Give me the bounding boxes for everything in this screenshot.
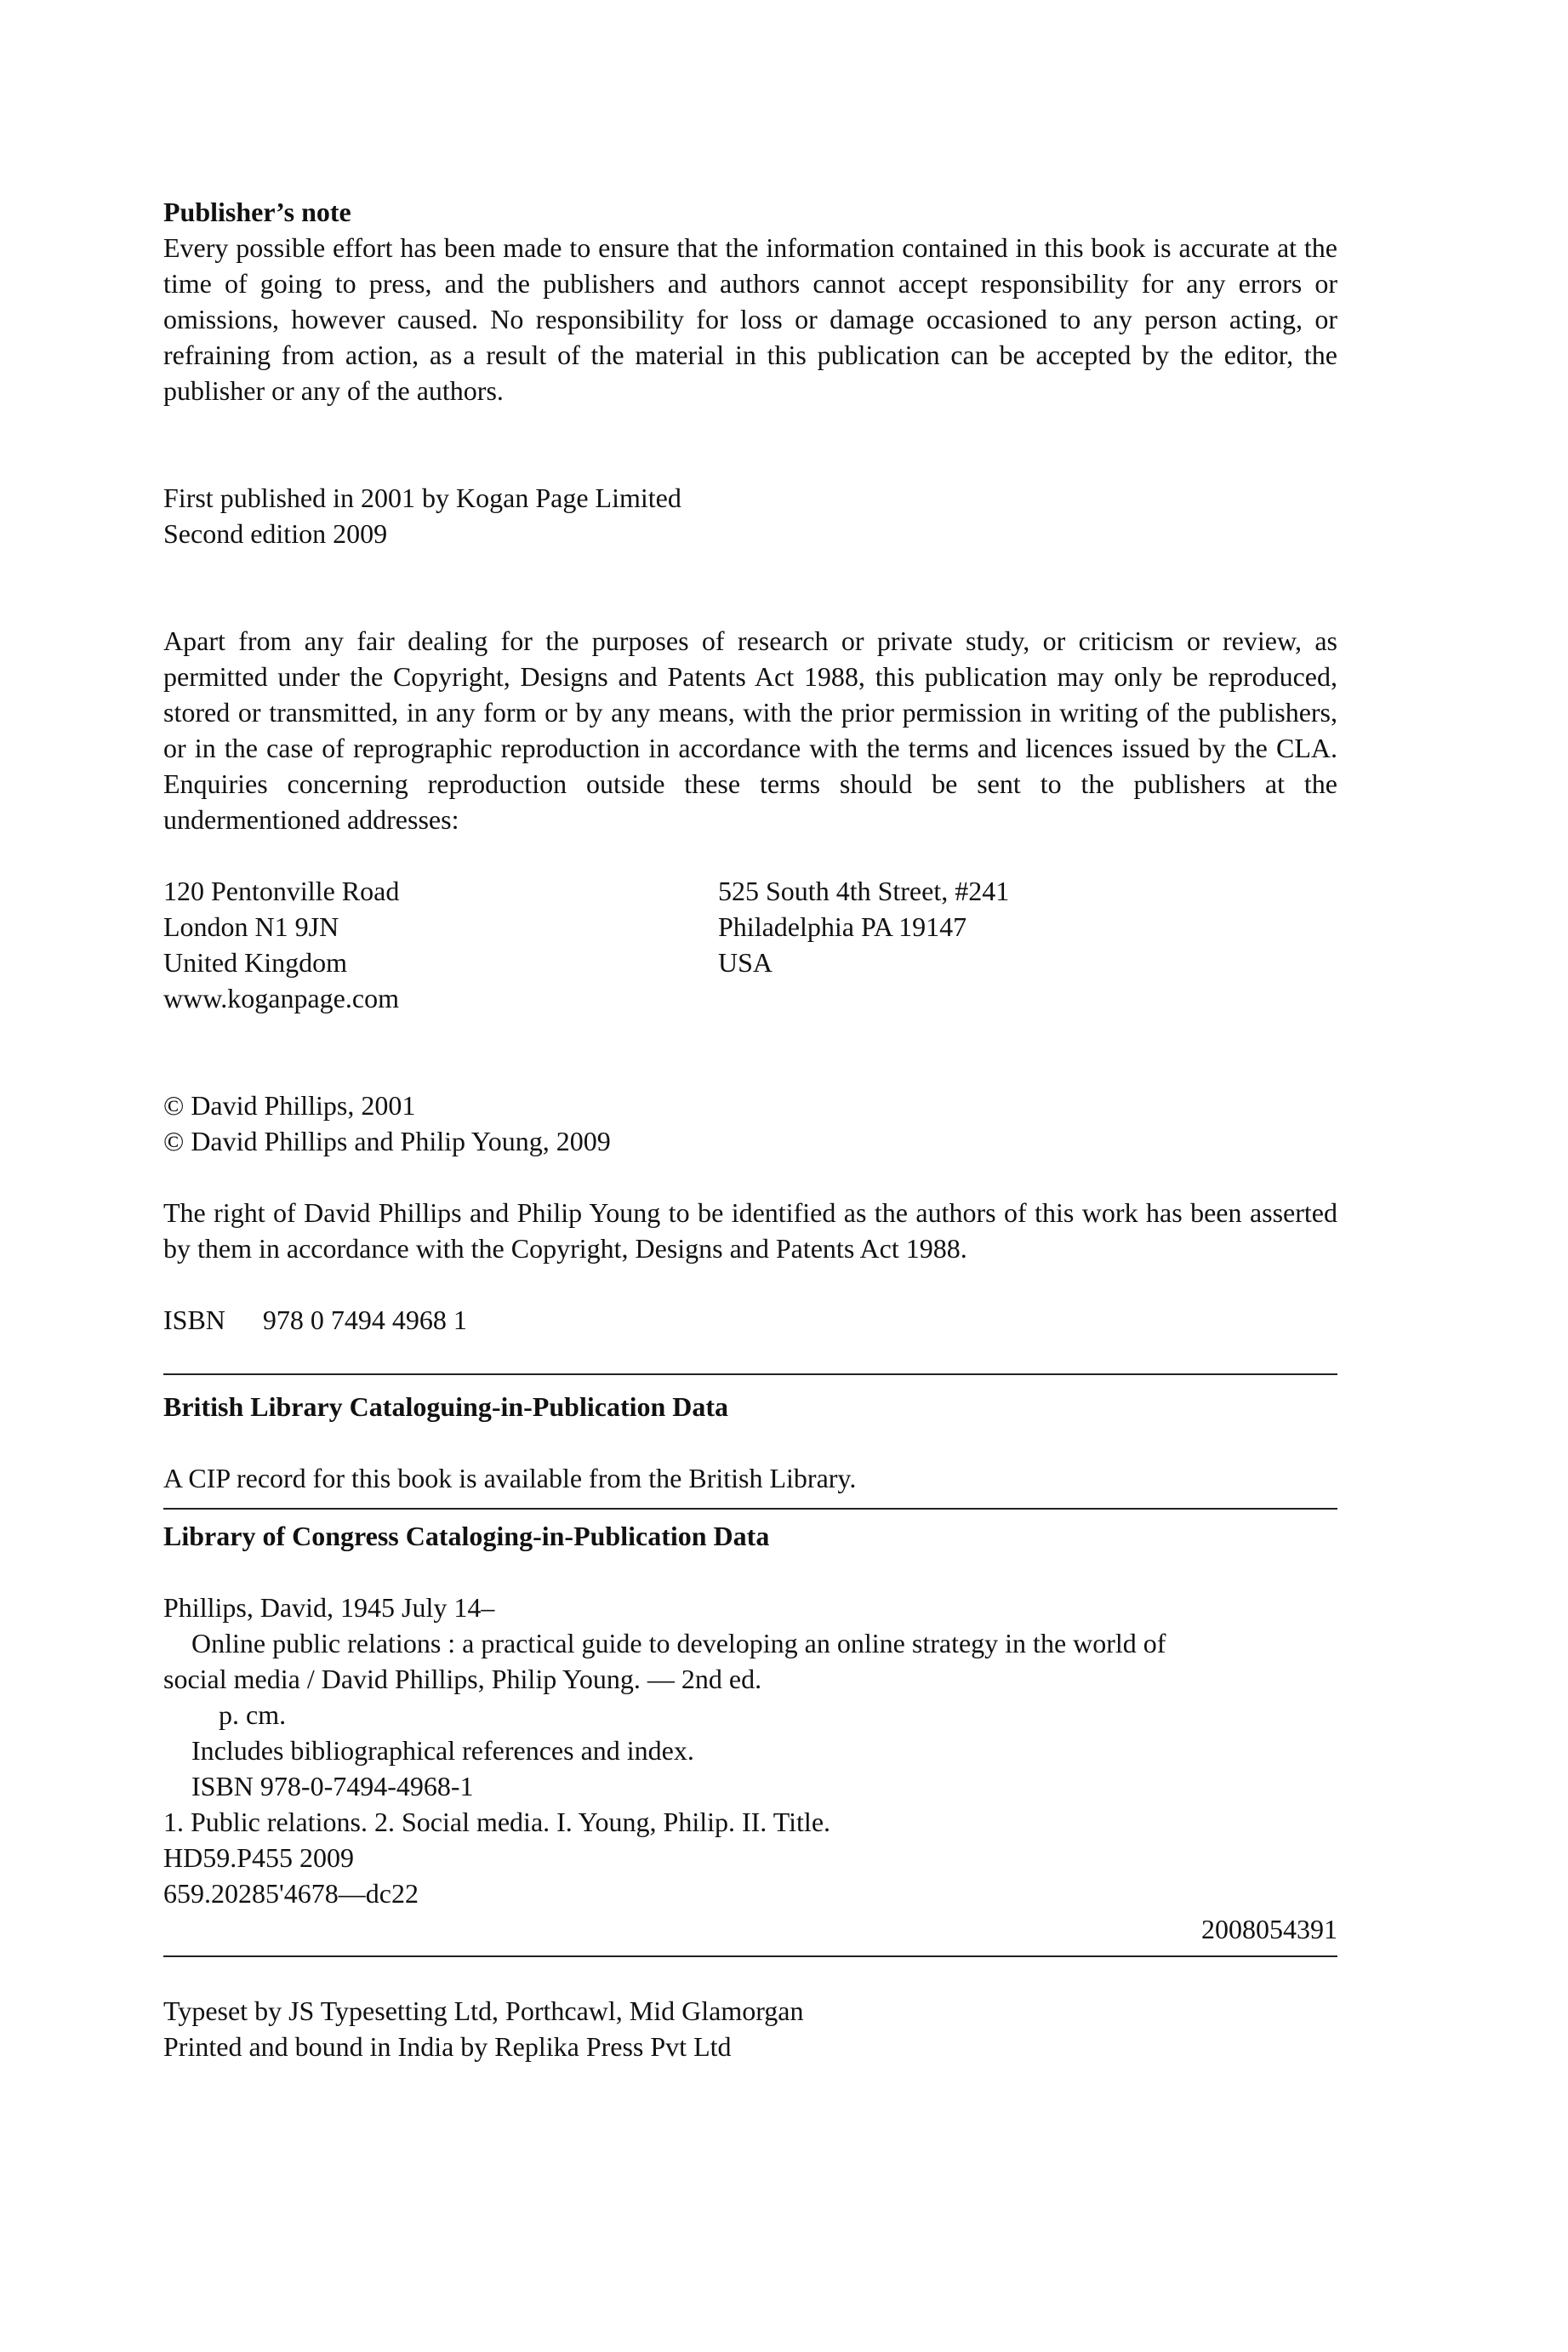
publisher-addresses bbox=[163, 873, 1337, 1016]
loc-control-number: 2008054391 bbox=[1201, 1914, 1337, 1944]
website-link[interactable]: www.koganpage.com bbox=[163, 983, 399, 1013]
publishers-note-text: Every possible effort has been made to ensure that the information contained in this book is accurate at the time of going to press, and the publishers and authors cannot accept responsibility for any errors or omissions, however caused. No responsibility for loss or damage occasioned to any person acting, or refraining from action, as a result of the material in this publication can be accepted by the editor, the publisher or any of the authors. bbox=[163, 232, 1337, 406]
loc-title-cont: social media / David Phillips, Philip Young. — 2nd ed. bbox=[163, 1664, 762, 1694]
loc-subjects: 1. Public relations. 2. Social media. I. Young, Philip. II. Title. bbox=[163, 1807, 831, 1837]
loc-heading: Library of Congress Cataloging-in-Publication Data bbox=[163, 1521, 770, 1551]
british-library-text: A CIP record for this book is available from the British Library. bbox=[163, 1463, 857, 1493]
isbn-label: ISBN bbox=[163, 1304, 225, 1335]
isbn-line bbox=[163, 1302, 1337, 1338]
british-library-heading: British Library Cataloguing-in-Publication Data bbox=[163, 1391, 729, 1422]
isbn-value: 978 0 7494 4968 1 bbox=[262, 1304, 467, 1335]
moral-rights: The right of David Phillips and Philip Young to be identified as the authors of this work has been asserted by them in accordance with the Copyright, Designs and Patents Act 1988. bbox=[163, 1197, 1337, 1264]
copyright-notice: Apart from any fair dealing for the purposes of research or private study, or criticism or review, as permitted under the Copyright, Designs and Patents Act 1988, this publication may only be reproduced, stored or transmitted, in any form or by any means, with the prior permission in writing of the publishers, or in the case of reprographic reproduction in accordance with the terms and licences issued by the CLA. Enquiries concerning reproduction outside these terms should be sent to the publishers at the undermentioned addresses: bbox=[163, 625, 1337, 835]
first-published: First published in 2001 by Kogan Page Limited bbox=[163, 482, 681, 513]
printer-credit: Printed and bound in India by Replika Press Pvt Ltd bbox=[163, 2031, 732, 2062]
loc-title: Online public relations : a practical guide to developing an online strategy in the world of bbox=[191, 1628, 1166, 1658]
address-line: 120 Pentonville Road bbox=[163, 876, 400, 906]
second-edition: Second edition 2009 bbox=[163, 518, 388, 549]
loc-class: HD59.P455 2009 bbox=[163, 1842, 355, 1873]
loc-isbn: ISBN 978-0-7494-4968-1 bbox=[191, 1771, 474, 1801]
typeset-credit: Typeset by JS Typesetting Ltd, Porthcawl, Mid Glamorgan bbox=[163, 1995, 804, 2026]
us-address bbox=[718, 873, 1273, 1016]
copyright-page bbox=[163, 194, 1337, 2064]
address-line: London N1 9JN bbox=[163, 911, 339, 942]
loc-includes: Includes bibliographical references and index. bbox=[191, 1735, 694, 1766]
publishers-note-heading: Publisher’s note bbox=[163, 197, 351, 227]
address-line: Philadelphia PA 19147 bbox=[718, 911, 967, 942]
address-line: 525 South 4th Street, #241 bbox=[718, 876, 1010, 906]
address-line: United Kingdom bbox=[163, 947, 347, 978]
address-line: USA bbox=[718, 947, 773, 978]
loc-pages: p. cm. bbox=[219, 1699, 287, 1730]
uk-address bbox=[163, 873, 718, 1016]
loc-class: 659.20285'4678—dc22 bbox=[163, 1878, 419, 1909]
loc-author: Phillips, David, 1945 July 14– bbox=[163, 1592, 495, 1623]
copyright-line: © David Phillips and Philip Young, 2009 bbox=[163, 1126, 611, 1156]
copyright-line: © David Phillips, 2001 bbox=[163, 1090, 416, 1121]
